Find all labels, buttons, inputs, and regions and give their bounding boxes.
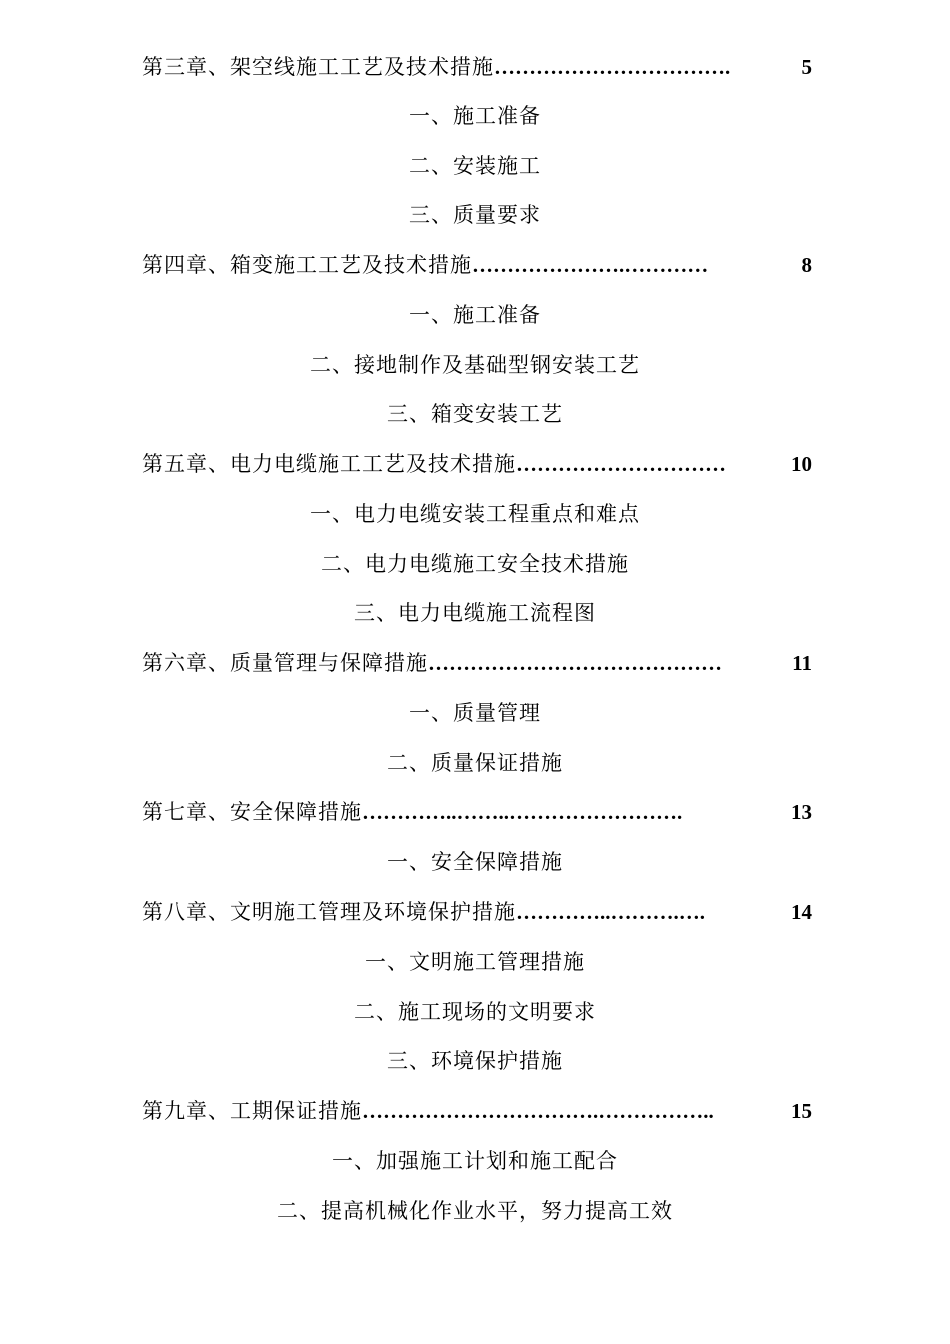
toc-chapter-title: 第六章、质量管理与保障措施 (142, 651, 428, 675)
toc-leader-dots: …………..……….…. (516, 900, 705, 924)
toc-section[interactable]: 二、提高机械化作业水平，努力提高工效 (277, 1199, 673, 1223)
toc-chapter-3[interactable] (142, 52, 812, 82)
toc-section[interactable]: 一、质量管理 (409, 701, 541, 725)
toc-chapter-7[interactable] (142, 797, 812, 827)
toc-chapter-9[interactable] (142, 1096, 812, 1126)
toc-chapter-5[interactable] (142, 449, 812, 479)
toc-section[interactable]: 一、文明施工管理措施 (365, 950, 585, 974)
toc-leader-dots: …………………………………… (428, 651, 722, 675)
toc-chapter-6[interactable] (142, 648, 812, 678)
toc-page-number: 15 (791, 1099, 812, 1123)
toc-section[interactable]: 二、电力电缆施工安全技术措施 (321, 552, 629, 576)
toc-section[interactable]: 一、加强施工计划和施工配合 (332, 1149, 618, 1173)
toc-section[interactable]: 三、电力电缆施工流程图 (354, 601, 596, 625)
toc-section[interactable]: 二、安装施工 (409, 154, 541, 178)
toc-page-number: 8 (801, 253, 812, 277)
toc-chapter-title: 第八章、文明施工管理及环境保护措施 (142, 900, 516, 924)
toc-leader-dots: ……………………………. (494, 55, 731, 79)
toc-chapter-title: 第五章、电力电缆施工工艺及技术措施 (142, 452, 516, 476)
toc-section[interactable]: 一、施工准备 (409, 303, 541, 327)
toc-page-number: 11 (792, 651, 812, 675)
toc-page-number: 14 (791, 900, 812, 924)
toc-chapter-title: 第七章、安全保障措施 (142, 800, 362, 824)
toc-section[interactable]: 三、环境保护措施 (387, 1049, 563, 1073)
toc-page-number: 10 (791, 452, 812, 476)
toc-leader-dots: ………………….………… (472, 253, 709, 277)
toc-section[interactable]: 一、电力电缆安装工程重点和难点 (310, 502, 640, 526)
toc-section[interactable]: 一、施工准备 (409, 104, 541, 128)
toc-section[interactable]: 二、质量保证措施 (387, 751, 563, 775)
toc-leader-dots: …………..……..……………………. (362, 800, 683, 824)
toc-page-number: 5 (801, 55, 812, 79)
toc-leader-dots: …………………………….…………….. (362, 1099, 714, 1123)
toc-chapter-4[interactable] (142, 250, 812, 280)
toc-section[interactable]: 三、质量要求 (409, 203, 541, 227)
toc-page-number: 13 (791, 800, 812, 824)
toc-section[interactable]: 三、箱变安装工艺 (387, 402, 563, 426)
toc-chapter-8[interactable] (142, 897, 812, 927)
toc-chapter-title: 第三章、架空线施工工艺及技术措施 (142, 55, 494, 79)
toc-chapter-title: 第九章、工期保证措施 (142, 1099, 362, 1123)
toc-section[interactable]: 二、接地制作及基础型钢安装工艺 (310, 353, 640, 377)
toc-chapter-title: 第四章、箱变施工工艺及技术措施 (142, 253, 472, 277)
toc-section[interactable]: 一、安全保障措施 (387, 850, 563, 874)
toc-leader-dots: ………………………… (516, 452, 726, 476)
toc-section[interactable]: 二、施工现场的文明要求 (354, 1000, 596, 1024)
